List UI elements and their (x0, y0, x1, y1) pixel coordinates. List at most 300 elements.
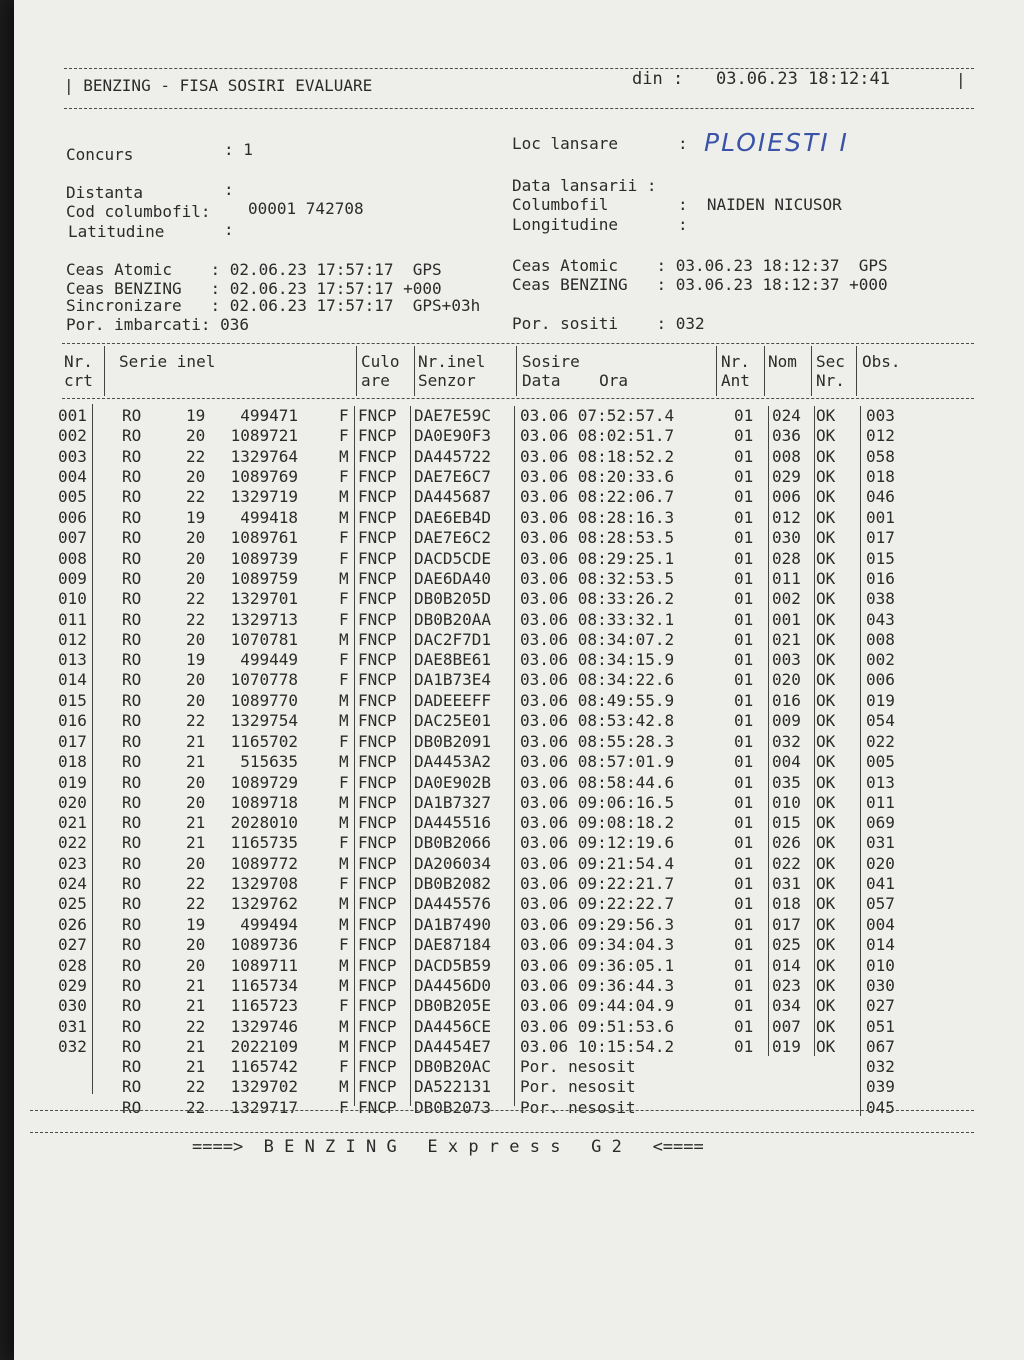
cell-ant: 01 (734, 711, 754, 731)
cod-columbofil-value: 00001 742708 (248, 199, 364, 218)
table-row (14, 610, 1024, 630)
cell-culoare: FNCP (358, 1037, 397, 1056)
cell-ant: 01 (734, 568, 754, 588)
loc-lansare-colon: : (678, 134, 688, 153)
cell-sex: M (339, 955, 349, 975)
cell-sosire: 03.06 10:15:54.2 (520, 1037, 675, 1056)
table-row (14, 752, 1024, 772)
cell-culoare: FNCP (358, 426, 397, 446)
cell-country: RO (122, 691, 142, 711)
cell-obs: 008 (866, 630, 895, 649)
cell-ring: 1329717 (230, 1098, 298, 1118)
cell-culoare: FNCP (358, 487, 397, 507)
cell-senzor: DA4456CE (414, 1016, 492, 1036)
cell-senzor: DB0B2091 (414, 731, 492, 751)
cell-senzor: DADEEEFF (414, 691, 492, 711)
cell-ant: 01 (734, 935, 754, 955)
table-row (14, 833, 1024, 853)
cell-nr: 011 (58, 609, 87, 629)
cell-nom: 012 (772, 507, 801, 527)
cell-obs: 051 (866, 1016, 895, 1036)
cell-sex: F (339, 1098, 349, 1118)
cell-sosire: 03.06 08:33:32.1 (520, 609, 675, 629)
cell-culoare: FNCP (358, 975, 397, 995)
data-lansarii-label: Data lansarii : (512, 176, 657, 195)
cell-ring: 1089736 (230, 935, 298, 955)
cell-culoare: FNCP (358, 813, 397, 832)
cell-culoare: FNCP (358, 854, 397, 873)
cell-year: 21 (186, 813, 206, 832)
cell-country: RO (122, 1098, 142, 1118)
cell-senzor: DA1B73E4 (414, 670, 492, 690)
cell-sec: OK (816, 670, 836, 690)
cell-sec: OK (816, 1016, 836, 1036)
cell-sex: F (339, 833, 349, 853)
ceas-atomic-end: Ceas Atomic : 03.06.23 18:12:37 GPS (512, 256, 888, 275)
table-bottom-divider (30, 1110, 974, 1111)
cell-sex: F (339, 528, 349, 548)
cell-nr: 026 (58, 914, 87, 934)
cell-ring: 1165702 (230, 731, 298, 751)
cell-nom: 017 (772, 914, 801, 934)
cell-nom: 020 (772, 670, 801, 690)
cell-country: RO (122, 996, 142, 1015)
cell-sec: OK (816, 731, 836, 751)
col-divider (104, 346, 105, 396)
cod-columbofil-label: Cod columbofil: (66, 202, 211, 221)
cell-sosire: 03.06 08:57:01.9 (520, 751, 675, 771)
cell-year: 20 (186, 670, 206, 690)
cell-nr: 006 (58, 507, 87, 527)
cell-sex: F (339, 548, 349, 568)
cell-nr: 002 (58, 426, 87, 446)
col-crt-header: crt (64, 371, 93, 390)
cell-ant: 01 (734, 528, 754, 548)
cell-ring: 1329746 (230, 1016, 298, 1036)
cell-nr: 001 (58, 406, 87, 425)
cell-country: RO (122, 1077, 142, 1097)
cell-senzor: DB0B2066 (414, 833, 492, 853)
cell-sosire: 03.06 09:06:16.5 (520, 792, 675, 812)
cell-nr: 008 (58, 548, 87, 568)
cell-obs: 046 (866, 487, 895, 507)
cell-sex: M (339, 975, 349, 995)
cell-nom: 018 (772, 894, 801, 914)
cell-ant: 01 (734, 813, 754, 832)
cell-nom: 029 (772, 467, 801, 487)
cell-ant: 01 (734, 507, 754, 527)
cell-culoare: FNCP (358, 507, 397, 527)
col-divider (414, 346, 415, 396)
cell-sec: OK (816, 487, 836, 507)
cell-sec: OK (816, 528, 836, 548)
cell-country: RO (122, 589, 142, 608)
cell-senzor: DB0B205E (414, 996, 492, 1015)
cell-ant: 01 (734, 854, 754, 873)
cell-culoare: FNCP (358, 894, 397, 914)
cell-ring: 1089772 (230, 854, 298, 873)
cell-ring: 2028010 (230, 813, 298, 832)
cell-year: 21 (186, 975, 206, 995)
cell-obs: 039 (866, 1077, 895, 1097)
cell-ring: 1329708 (230, 874, 298, 894)
cell-sex: M (339, 630, 349, 649)
latitudine-label: Latitudine (68, 222, 165, 241)
cell-sosire: 03.06 08:34:22.6 (520, 670, 675, 690)
table-row (14, 976, 1024, 996)
cell-sex: F (339, 874, 349, 894)
cell-culoare: FNCP (358, 914, 397, 934)
cell-ring: 1089718 (230, 792, 298, 812)
cell-year: 21 (186, 996, 206, 1015)
din-label: din : (632, 69, 684, 89)
cell-nom: 022 (772, 854, 801, 873)
cell-obs: 018 (866, 467, 895, 487)
table-row (14, 528, 1024, 548)
cell-senzor: DAE7E6C2 (414, 528, 492, 548)
cell-nom: 014 (772, 955, 801, 975)
cell-obs: 022 (866, 731, 895, 751)
cell-year: 19 (186, 406, 206, 425)
cell-sosire: 03.06 08:53:42.8 (520, 711, 675, 731)
cell-culoare: FNCP (358, 874, 397, 894)
col-divider (356, 346, 357, 396)
cell-sec: OK (816, 447, 836, 466)
col-ant-header: Ant (721, 371, 750, 390)
cell-nom: 009 (772, 711, 801, 731)
col-serie-header: Serie inel (119, 352, 216, 371)
cell-nr: 021 (58, 813, 87, 832)
cell-obs: 004 (866, 914, 895, 934)
cell-sex: F (339, 406, 349, 425)
cell-culoare: FNCP (358, 772, 397, 792)
table-row (14, 1037, 1024, 1057)
cell-sex: F (339, 935, 349, 955)
loc-lansare-handwritten: PLOIESTI I (704, 128, 849, 157)
cell-sec: OK (816, 914, 836, 934)
concurs-value: : 1 (224, 140, 253, 159)
cell-sex: F (339, 650, 349, 670)
cell-ring: 1329719 (230, 487, 298, 507)
cell-country: RO (122, 975, 142, 995)
cell-sec: OK (816, 548, 836, 568)
cell-obs: 005 (866, 751, 895, 771)
cell-obs: 017 (866, 528, 895, 548)
cell-ring: 499494 (240, 914, 298, 934)
cell-nom: 031 (772, 874, 801, 894)
table-row (14, 813, 1024, 833)
cell-sex: F (339, 731, 349, 751)
cell-nr: 025 (58, 894, 87, 914)
table-row (14, 406, 1024, 426)
cell-ant: 01 (734, 589, 754, 608)
cell-nr: 014 (58, 670, 87, 690)
cell-ant: 01 (734, 833, 754, 853)
ceas-benzing-start: Ceas BENZING : 02.06.23 17:57:17 +000 (66, 279, 442, 298)
cell-senzor: DA0E90F3 (414, 426, 492, 446)
col-obs-header: Obs. (862, 352, 901, 371)
cell-nr: 017 (58, 731, 87, 751)
cell-senzor: DA445516 (414, 813, 492, 832)
cell-sec: OK (816, 630, 836, 649)
cell-sex: M (339, 507, 349, 527)
cell-senzor: DAE6EB4D (414, 507, 492, 527)
col-are-header: are (361, 371, 390, 390)
cell-nr: 016 (58, 711, 87, 731)
cell-country: RO (122, 426, 142, 446)
cell-culoare: FNCP (358, 1057, 397, 1077)
cell-obs: 006 (866, 670, 895, 690)
cell-nr: 015 (58, 691, 87, 711)
cell-ant: 01 (734, 772, 754, 792)
cell-sec: OK (816, 691, 836, 711)
cell-year: 20 (186, 467, 206, 487)
cell-sosire: 03.06 09:12:19.6 (520, 833, 675, 853)
cell-senzor: DA445722 (414, 447, 492, 466)
cell-sec: OK (816, 833, 836, 853)
cell-sec: OK (816, 568, 836, 588)
table-row (14, 711, 1024, 731)
cell-country: RO (122, 447, 142, 466)
longitudine-value: : (678, 215, 688, 234)
cell-ant: 01 (734, 1016, 754, 1036)
col-divider (716, 346, 717, 396)
cell-sec: OK (816, 996, 836, 1015)
cell-culoare: FNCP (358, 548, 397, 568)
cell-ring: 1165734 (230, 975, 298, 995)
cell-culoare: FNCP (358, 751, 397, 771)
table-row (14, 589, 1024, 609)
cell-culoare: FNCP (358, 711, 397, 731)
cell-year: 21 (186, 731, 206, 751)
cell-nom: 015 (772, 813, 801, 832)
cell-year: 22 (186, 874, 206, 894)
cell-nom: 007 (772, 1016, 801, 1036)
cell-country: RO (122, 772, 142, 792)
cell-year: 20 (186, 426, 206, 446)
distanta-label: Distanta (66, 183, 144, 202)
cell-ant: 01 (734, 792, 754, 812)
cell-culoare: FNCP (358, 589, 397, 608)
cell-ring: 1329762 (230, 894, 298, 914)
cell-year: 20 (186, 792, 206, 812)
cell-obs: 016 (866, 568, 895, 588)
table-row (14, 732, 1024, 752)
cell-ring: 1329754 (230, 711, 298, 731)
cell-ring: 499471 (240, 406, 298, 425)
cell-sex: M (339, 854, 349, 873)
cell-ant: 01 (734, 609, 754, 629)
cell-country: RO (122, 874, 142, 894)
cell-senzor: DB0B20AC (414, 1057, 492, 1077)
cell-sec: OK (816, 955, 836, 975)
cell-ring: 1329764 (230, 447, 298, 466)
cell-ant: 01 (734, 914, 754, 934)
col-sosire-header: Sosire (522, 352, 580, 371)
cell-obs: 067 (866, 1037, 895, 1056)
cell-nom: 032 (772, 731, 801, 751)
cell-sex: F (339, 426, 349, 446)
cell-obs: 030 (866, 975, 895, 995)
cell-nr: 018 (58, 751, 87, 771)
cell-year: 19 (186, 507, 206, 527)
cell-year: 20 (186, 955, 206, 975)
cell-country: RO (122, 731, 142, 751)
cell-ring: 1089721 (230, 426, 298, 446)
cell-country: RO (122, 528, 142, 548)
cell-country: RO (122, 467, 142, 487)
cell-ant: 01 (734, 467, 754, 487)
cell-senzor: DAE87184 (414, 935, 492, 955)
cell-ring: 2022109 (230, 1037, 298, 1056)
cell-nr: 007 (58, 528, 87, 548)
cell-sosire: 03.06 09:22:22.7 (520, 894, 675, 914)
cell-ant: 01 (734, 731, 754, 751)
cell-ring: 1089769 (230, 467, 298, 487)
cell-country: RO (122, 751, 142, 771)
cell-sec: OK (816, 426, 836, 446)
cell-nom: 036 (772, 426, 801, 446)
cell-year: 22 (186, 1077, 206, 1097)
cell-ring: 1165723 (230, 996, 298, 1015)
cell-nr: 027 (58, 935, 87, 955)
cell-sosire: 03.06 08:32:53.5 (520, 568, 675, 588)
col-divider (811, 346, 812, 396)
cell-ring: 1089761 (230, 528, 298, 548)
table-row (14, 773, 1024, 793)
cell-obs: 001 (866, 507, 895, 527)
cell-senzor: DA1B7490 (414, 914, 492, 934)
table-row (14, 549, 1024, 569)
porumbei-sositi: Por. sositi : 032 (512, 314, 705, 333)
cell-sosire: 03.06 09:36:05.1 (520, 955, 675, 975)
cell-senzor: DACD5CDE (414, 548, 492, 568)
cell-culoare: FNCP (358, 691, 397, 711)
cell-nr: 004 (58, 467, 87, 487)
cell-sec: OK (816, 609, 836, 629)
cell-sosire: 03.06 08:34:07.2 (520, 630, 675, 649)
cell-nr: 020 (58, 792, 87, 812)
cell-nom: 004 (772, 751, 801, 771)
cell-nom: 035 (772, 772, 801, 792)
cell-sec: OK (816, 751, 836, 771)
table-row (14, 915, 1024, 935)
cell-ant: 01 (734, 487, 754, 507)
cell-country: RO (122, 833, 142, 853)
cell-nom: 002 (772, 589, 801, 608)
table-row (14, 956, 1024, 976)
cell-senzor: DA1B7327 (414, 792, 492, 812)
table-row (14, 894, 1024, 914)
cell-sex: M (339, 691, 349, 711)
cell-culoare: FNCP (358, 609, 397, 629)
cell-nom: 034 (772, 996, 801, 1015)
cell-obs: 014 (866, 935, 895, 955)
cell-sec: OK (816, 467, 836, 487)
table-row (14, 569, 1024, 589)
cell-ring: 1329702 (230, 1077, 298, 1097)
cell-obs: 069 (866, 813, 895, 832)
cell-sec: OK (816, 975, 836, 995)
cell-sex: M (339, 568, 349, 588)
cell-culoare: FNCP (358, 670, 397, 690)
cell-ring: 1070778 (230, 670, 298, 690)
cell-senzor: DAE6DA40 (414, 568, 492, 588)
cell-obs: 002 (866, 650, 895, 670)
cell-sosire: 03.06 08:18:52.2 (520, 447, 675, 466)
cell-obs: 038 (866, 589, 895, 608)
cell-country: RO (122, 935, 142, 955)
cell-sosire: Por. nesosit (520, 1098, 636, 1118)
cell-nom: 028 (772, 548, 801, 568)
cell-nr: 019 (58, 772, 87, 792)
col-divider (516, 346, 517, 396)
cell-ring: 1089770 (230, 691, 298, 711)
cell-senzor: DA4454E7 (414, 1037, 492, 1056)
cell-nr: 003 (58, 447, 87, 466)
cell-ant: 01 (734, 975, 754, 995)
distanta-value: : (224, 180, 234, 199)
cell-country: RO (122, 792, 142, 812)
cell-sosire: 03.06 09:22:21.7 (520, 874, 675, 894)
cell-country: RO (122, 894, 142, 914)
table-row (14, 487, 1024, 507)
cell-sosire: 03.06 08:02:51.7 (520, 426, 675, 446)
cell-country: RO (122, 1016, 142, 1036)
cell-nom: 011 (772, 568, 801, 588)
cell-ring: 1070781 (230, 630, 298, 649)
cell-sec: OK (816, 792, 836, 812)
cell-ring: 499449 (240, 650, 298, 670)
table-row (14, 508, 1024, 528)
cell-sosire: 03.06 08:55:28.3 (520, 731, 675, 751)
cell-senzor: DA4456D0 (414, 975, 492, 995)
cell-year: 20 (186, 548, 206, 568)
cell-ant: 01 (734, 650, 754, 670)
cell-nr: 010 (58, 589, 87, 608)
cell-nom: 003 (772, 650, 801, 670)
cell-nr: 030 (58, 996, 87, 1015)
cell-senzor: DAE7E6C7 (414, 467, 492, 487)
cell-senzor: DB0B205D (414, 589, 492, 608)
cell-year: 19 (186, 650, 206, 670)
cell-sosire: 03.06 08:22:06.7 (520, 487, 675, 507)
cell-year: 22 (186, 589, 206, 608)
cell-culoare: FNCP (358, 833, 397, 853)
cell-obs: 020 (866, 854, 895, 873)
report-datetime: 03.06.23 18:12:41 (716, 69, 890, 89)
cell-nom: 025 (772, 935, 801, 955)
cell-year: 22 (186, 487, 206, 507)
cell-sosire: 03.06 09:29:56.3 (520, 914, 675, 934)
cell-country: RO (122, 507, 142, 527)
table-row (14, 426, 1024, 446)
cell-sosire: 03.06 08:49:55.9 (520, 691, 675, 711)
cell-nr: 032 (58, 1037, 87, 1056)
receipt-paper (14, 0, 1024, 1360)
cell-obs: 031 (866, 833, 895, 853)
cell-year: 21 (186, 1057, 206, 1077)
cell-year: 20 (186, 854, 206, 873)
cell-sosire: 03.06 09:34:04.3 (520, 935, 675, 955)
cell-senzor: DAC2F7D1 (414, 630, 492, 649)
table-row (14, 691, 1024, 711)
cell-country: RO (122, 487, 142, 507)
cell-obs: 015 (866, 548, 895, 568)
cell-nr: 029 (58, 975, 87, 995)
cell-year: 22 (186, 894, 206, 914)
cell-ring: 1165742 (230, 1057, 298, 1077)
